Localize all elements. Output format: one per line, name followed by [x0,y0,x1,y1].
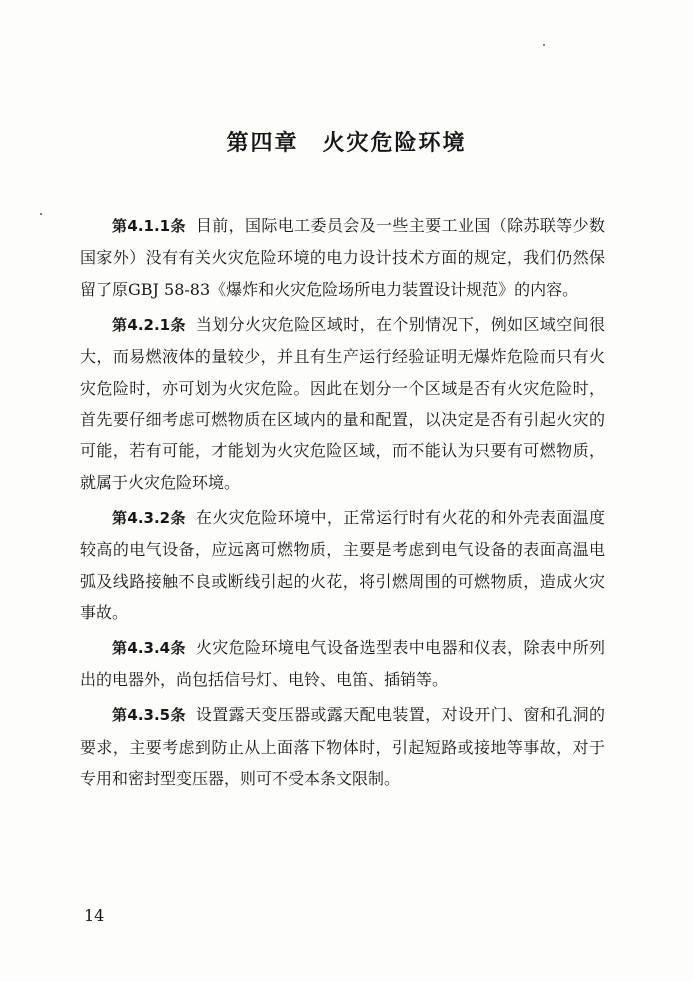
clause-number: 第4.1.1条 [112,217,186,235]
page-number: 14 [84,906,105,925]
chapter-title: 第四章 火灾危险环境 [226,131,467,156]
clause-paragraph [80,210,605,305]
clause-text: 火灾危险环境电气设备选型表中电器和仪表，除表中所列出的电器外，尚包括信号灯、电铃、电笛、插销等。 [80,638,605,690]
clause-text: 设置露天变压器或露天配电装置，对设开门、窗和孔洞的要求，主要考虑到防止从上面落下物体时，引起短路或接地等事故，对于专用和密封型变压器，则可不受本条文限制。 [80,705,605,789]
clause-paragraph [80,699,605,794]
clause-number: 第4.2.1条 [112,315,186,334]
clause-number: 第4.3.2条 [112,508,186,527]
scan-speck [543,44,545,46]
scan-speck [40,213,42,215]
clause-paragraph [80,309,605,498]
clause-text: 当划分火灾危险区域时，在个别情况下，例如区域空间很大，而易燃液体的量较少，并且有生产运行经验证明无爆炸危险而只有火灾危险时，亦可划为火灾危险。因此在划分一个区域是否有火灾危险时，首先要仔细考虑可燃物质在区域内的量和配置，以决定是否有引起火灾的可能，若有可能，才能划为火灾危险区域，而不能认为只要有可燃物质，就属于火灾危险环境。 [80,314,605,492]
clause-paragraph [80,502,605,629]
clause-number: 第4.3.4条 [112,639,186,658]
clause-text: 目前，国际电工委员会及一些主要工业国（除苏联等少数国家外）没有有关火灾危险环境的电力设计技术方面的规定，我们仍然保留了原GBJ 58-83《爆炸和火灾危险场所电力装置设计规范》的内容。 [80,216,605,299]
clause-number: 第4.3.5条 [112,706,186,725]
clause-text: 在火灾危险环境中，正常运行时有火花的和外壳表面温度较高的电气设备，应远离可燃物质，主要是考虑到电气设备的表面高温电弧及线路接触不良或断线引起的火花，将引燃周围的可燃物质，造成火灾事故。 [80,507,605,623]
body-text [80,210,605,795]
clause-paragraph [80,632,605,696]
